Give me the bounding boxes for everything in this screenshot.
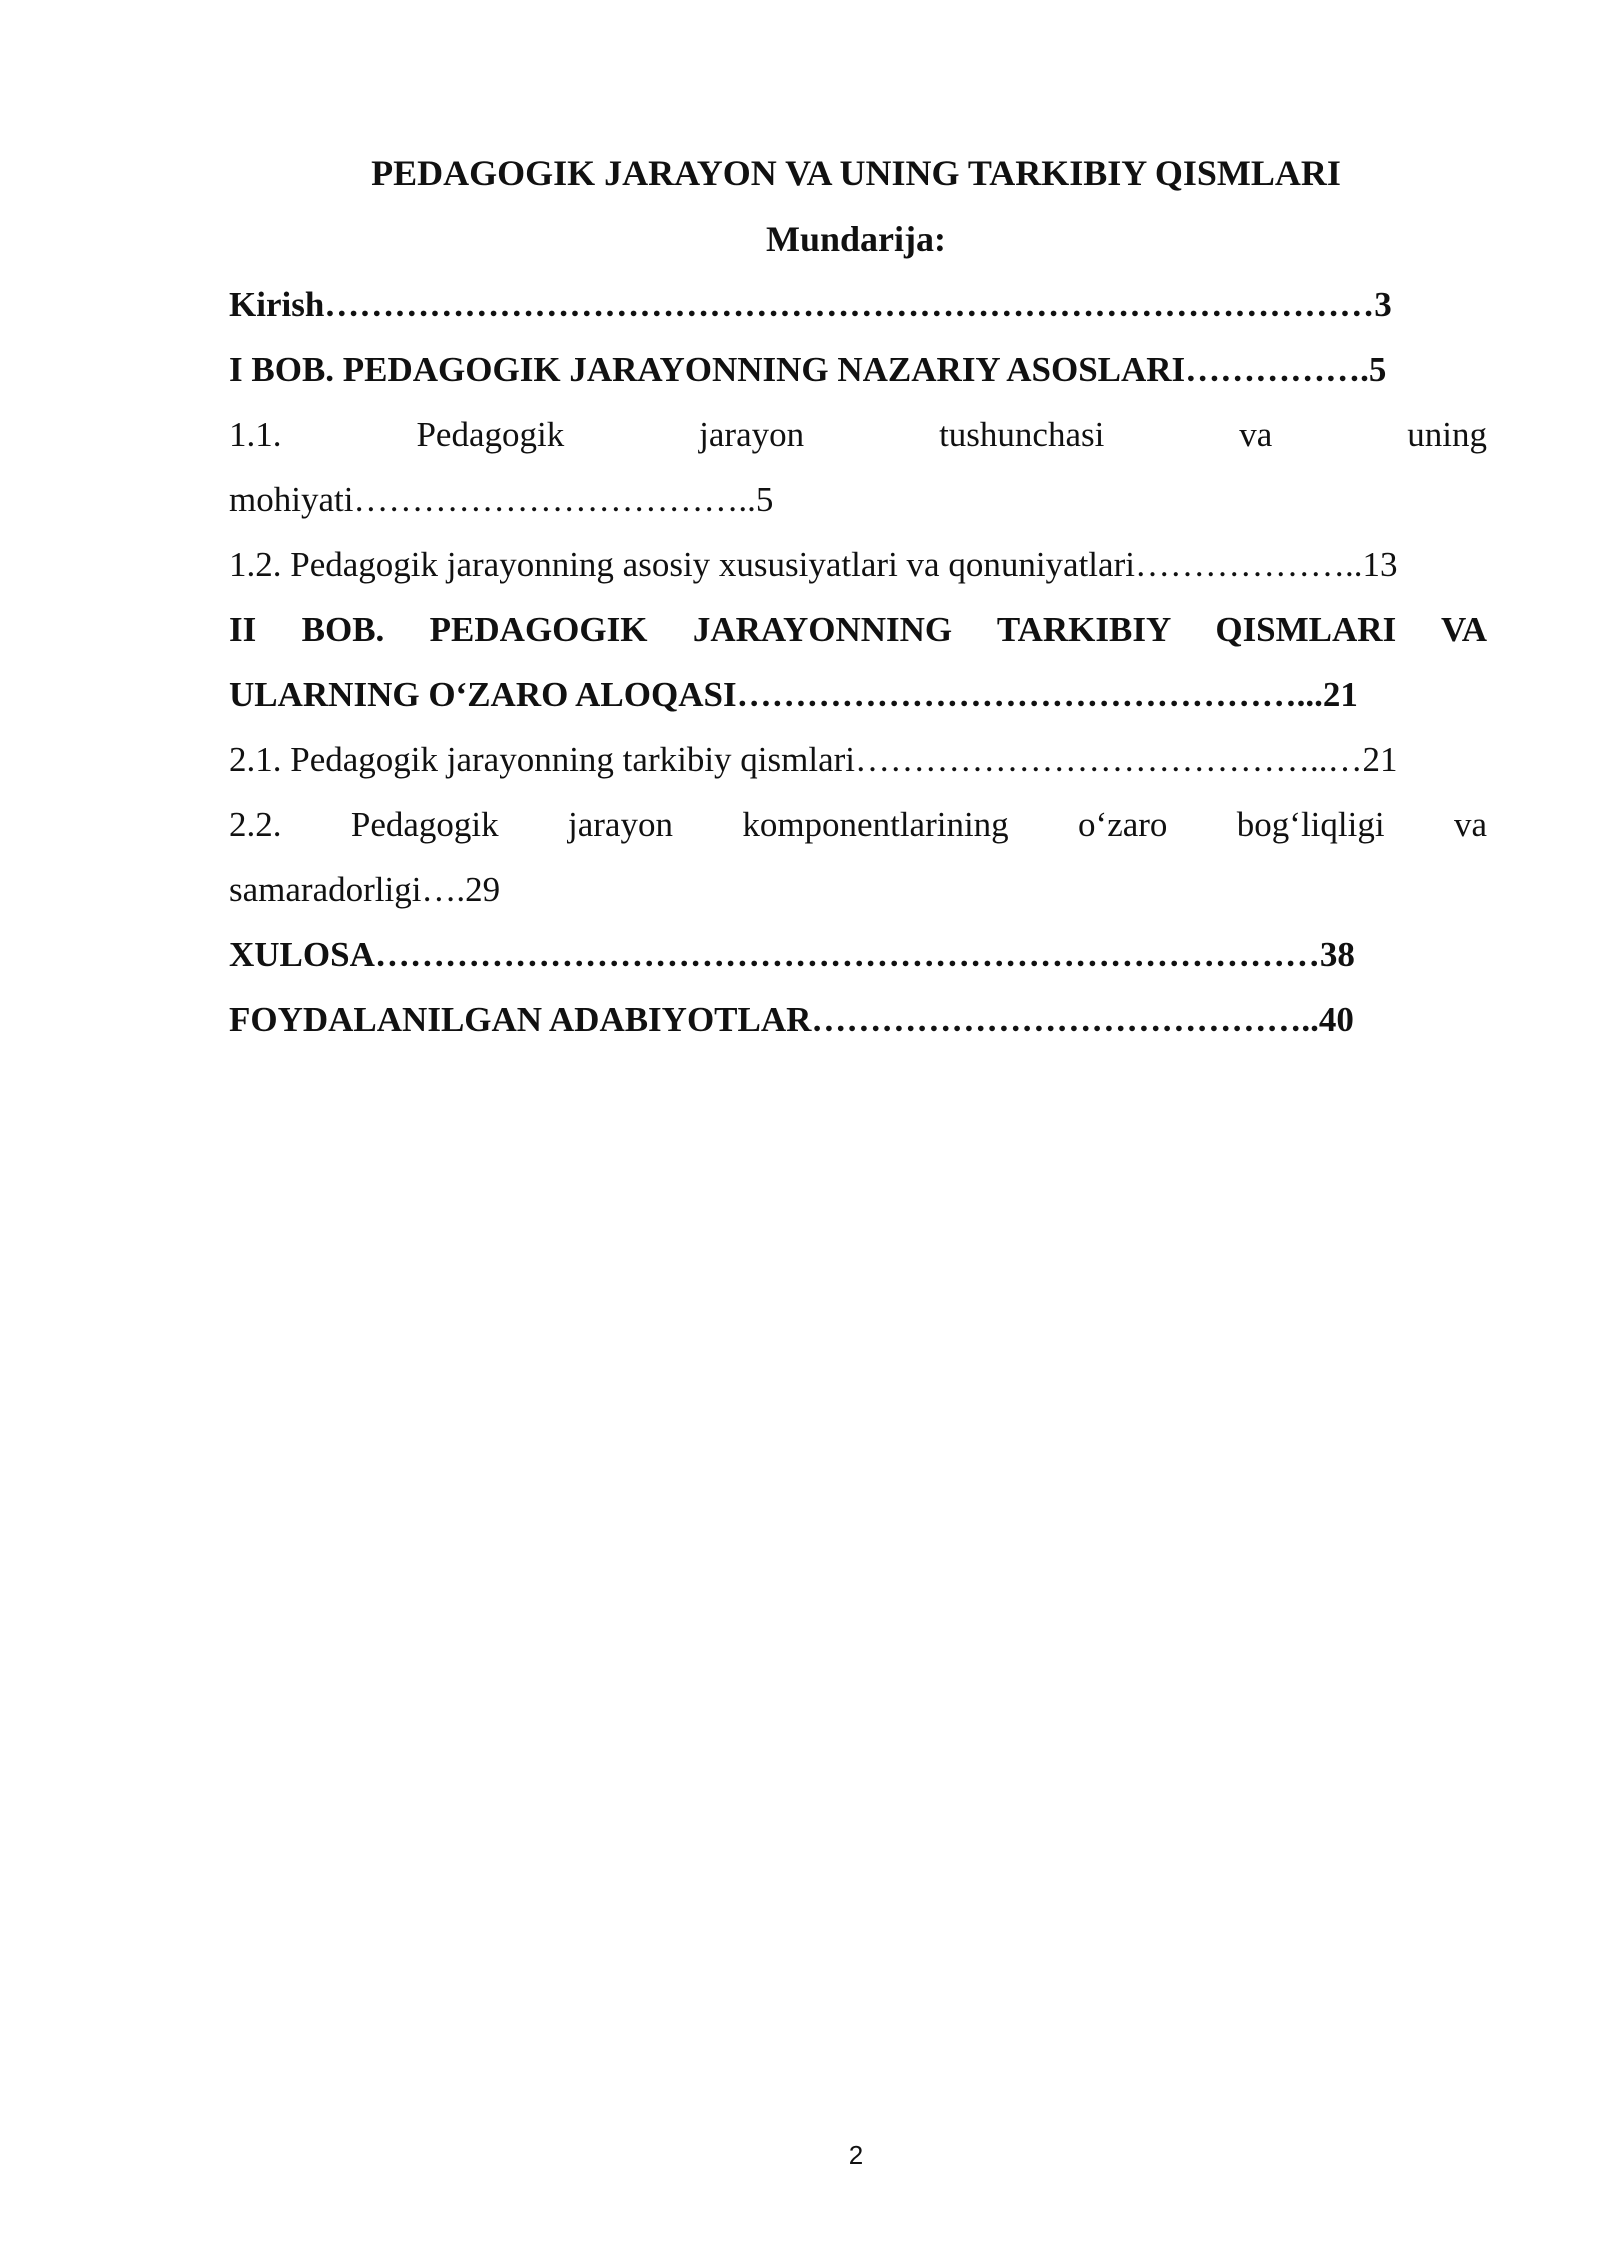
- toc-entry-chapter-2: II BOB. PEDAGOGIK JARAYONNING TARKIBIY QISMLARI VA: [229, 610, 1487, 649]
- toc-entry-section-1-1: 1.1. Pedagogik jarayon tushunchasi va uning: [229, 415, 1487, 454]
- document-title: PEDAGOGIK JARAYON VA UNING TARKIBIY QISMLARI: [371, 153, 1341, 193]
- toc-entry-references: FOYDALANILGAN ADABIYOTLAR……………………………………..40: [229, 1000, 1354, 1039]
- toc-entry-section-2-2: 2.2. Pedagogik jarayon komponentlarining o‘zaro bog‘liqligi va: [229, 805, 1487, 844]
- toc-entry-chapter-1: I BOB. PEDAGOGIK JARAYONNING NAZARIY ASOSLARI…………….5: [229, 350, 1387, 389]
- toc-entry-chapter-2-continued: ULARNING O‘ZARO ALOQASI…………………………………………...21: [229, 675, 1358, 714]
- toc-entry-introduction: Kirish………………………………………………………………………………3: [229, 285, 1392, 324]
- toc-entry-section-1-2: 1.2. Pedagogik jarayonning asosiy xususiyatlari va qonuniyatlari………………..13: [229, 545, 1398, 584]
- toc-heading: Mundarija:: [766, 219, 946, 259]
- toc-entry-conclusion: XULOSA………………………………………………………………………38: [229, 935, 1355, 974]
- toc-entry-section-2-2-continued: samaradorligi….29: [229, 870, 501, 909]
- page-number: 2: [848, 2140, 864, 2170]
- toc-entry-section-2-1: 2.1. Pedagogik jarayonning tarkibiy qismlari…………………………………..…21: [229, 740, 1398, 779]
- toc-entry-section-1-1-continued: mohiyati……………………………..5: [229, 480, 774, 519]
